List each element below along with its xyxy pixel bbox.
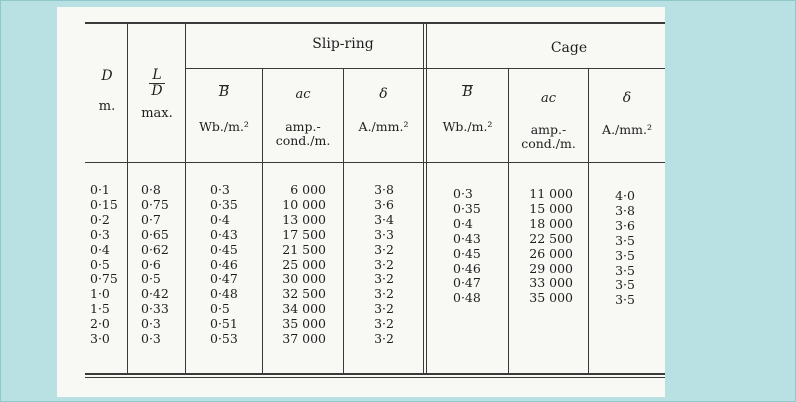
table-cell: 32 500 [282,286,326,302]
table-cell: 10 000 [282,196,326,212]
table-cell: 0·62 [141,241,169,257]
table-cell: 0·47 [210,271,238,287]
table-cell: 1·0 [90,286,110,302]
table-cell: 0·75 [141,196,169,212]
table-cell: 0·4 [453,215,473,231]
table-cell: 3·5 [615,232,635,248]
slip-ac-symbol: ac [295,87,311,102]
table-cell: 3·3 [374,226,394,242]
table-cell: 0·47 [453,275,481,291]
table-cell: 21 500 [282,241,326,257]
header-bottom-rule [85,162,665,163]
table-cell: 0·48 [453,290,481,306]
cage-ac-unit-1: amp.- [530,122,567,137]
table-cell: 3·2 [374,286,394,302]
table-cell: 25 000 [282,256,326,272]
table-cell: 0·45 [210,241,238,257]
column-slip-ac [263,183,326,347]
table-cell: 0·53 [210,331,238,347]
bottom-rule [85,373,665,375]
table-cell: 0·51 [210,316,238,332]
cage-delta-symbol: δ [622,90,632,106]
table-cell: 0·4 [210,211,230,227]
table-cell: 0·65 [141,226,169,242]
vrule-cage-b [508,69,509,373]
table-cell: 26 000 [529,245,573,261]
table-cell: 4·0 [615,188,635,203]
table-cell: 29 000 [529,260,573,276]
table-cell: 0·5 [210,301,230,317]
table-cell: 3·8 [615,202,635,218]
cage-delta-unit: A./mm.² [602,122,652,137]
table-cell: 11 000 [529,186,573,201]
table-cell: 3·8 [374,182,394,197]
table-cell: 0·46 [453,260,481,276]
slip-ac-unit-1: amp.- [285,119,321,134]
column-cage-ac [512,187,573,306]
table-cell: 0·43 [210,226,238,242]
vrule-cage-ac [588,69,589,373]
table-cell: 0·1 [90,182,110,197]
table-cell: 3·2 [374,241,394,257]
column-cage-delta [597,189,635,308]
vrule-ld [185,23,186,373]
table-cell: 3·5 [615,277,635,293]
table-cell: 0·45 [453,245,481,261]
slip-ac-unit-2: cond./m. [275,133,331,148]
top-rule [85,22,665,24]
table-cell: 3·2 [374,256,394,272]
table-cell: 3·5 [615,247,635,263]
slip-b-unit: Wb./m.² [199,119,249,134]
table-cell: 0·33 [141,301,169,317]
table-cell: 3·5 [615,292,635,308]
table-cell: 0·5 [141,271,161,287]
d-unit: m. [98,99,116,114]
column-slip-delta [357,183,394,347]
table-cell: 17 500 [282,226,326,242]
table-cell: 0·2 [90,211,110,227]
ld-fraction [129,68,185,99]
slip-delta-symbol: δ [379,86,388,102]
ld-denominator: D [151,83,163,99]
table-cell: 0·7 [141,211,161,227]
cage-header: Cage [550,40,588,56]
slip-b-symbol: B [218,84,230,100]
table-cell: 0·3 [453,186,473,201]
column-slip-b [210,183,258,347]
table-cell: 0·6 [141,256,161,272]
table-cell: 3·6 [615,217,635,233]
vrule-slip-ac [343,69,344,373]
table-cell: 3·2 [374,271,394,287]
table-cell: 18 000 [529,215,573,231]
table-cell: 0·42 [141,286,169,302]
table-cell: 0·43 [453,230,481,246]
table-cell: 0·5 [90,256,110,272]
ld-unit: max. [141,106,173,121]
table-cell: 35 000 [282,316,326,332]
ld-numerator: L [149,68,164,84]
cage-b-symbol: B [462,84,473,100]
column-cage-b [453,187,503,306]
table-cell: 6 000 [290,182,326,197]
cage-b-unit: Wb./m.² [442,119,493,134]
table-cell: 30 000 [282,271,326,287]
d-symbol: D [101,68,113,84]
table-cell: 0·46 [210,256,238,272]
table-cell: 0·4 [90,241,110,257]
table-cell: 13 000 [282,211,326,227]
table-cell: 0·35 [210,196,238,212]
vrule-group-2 [426,23,427,373]
bottom-rule-2 [85,377,665,378]
vrule-group-1 [423,23,424,373]
table-cell: 1·5 [90,301,110,317]
table-cell: 3·5 [615,262,635,278]
table-cell: 0·75 [90,271,118,287]
table-cell: 22 500 [529,230,573,246]
vrule-d [127,23,128,373]
table-cell: 0·3 [210,182,230,197]
table-cell: 33 000 [529,275,573,291]
table-cell: 3·0 [90,331,110,347]
table-cell: 0·35 [453,200,481,216]
table-cell: 0·15 [90,196,118,212]
table-cell: 3·2 [374,331,394,347]
table-cell: 0·48 [210,286,238,302]
table-cell: 0·8 [141,182,161,197]
table-cell: 0·3 [90,226,110,242]
table-cell: 0·3 [141,331,161,347]
table-cell: 34 000 [282,301,326,317]
column-d [90,183,126,347]
table-cell: 3·4 [374,211,394,227]
table-page [57,7,665,397]
column-ld [141,183,181,347]
slip-ring-header: Slip-ring [312,36,374,52]
table-cell: 35 000 [529,290,573,306]
table-cell: 2·0 [90,316,110,332]
table-cell: 15 000 [529,200,573,216]
table-cell: 3·2 [374,316,394,332]
table-cell: 3·2 [374,301,394,317]
table-cell: 0·3 [141,316,161,332]
table-cell: 37 000 [282,331,326,347]
table-cell: 3·6 [374,196,394,212]
slip-delta-unit: A./mm.² [358,119,409,134]
cage-ac-symbol: ac [540,91,557,106]
cage-ac-unit-2: cond./m. [521,136,576,151]
